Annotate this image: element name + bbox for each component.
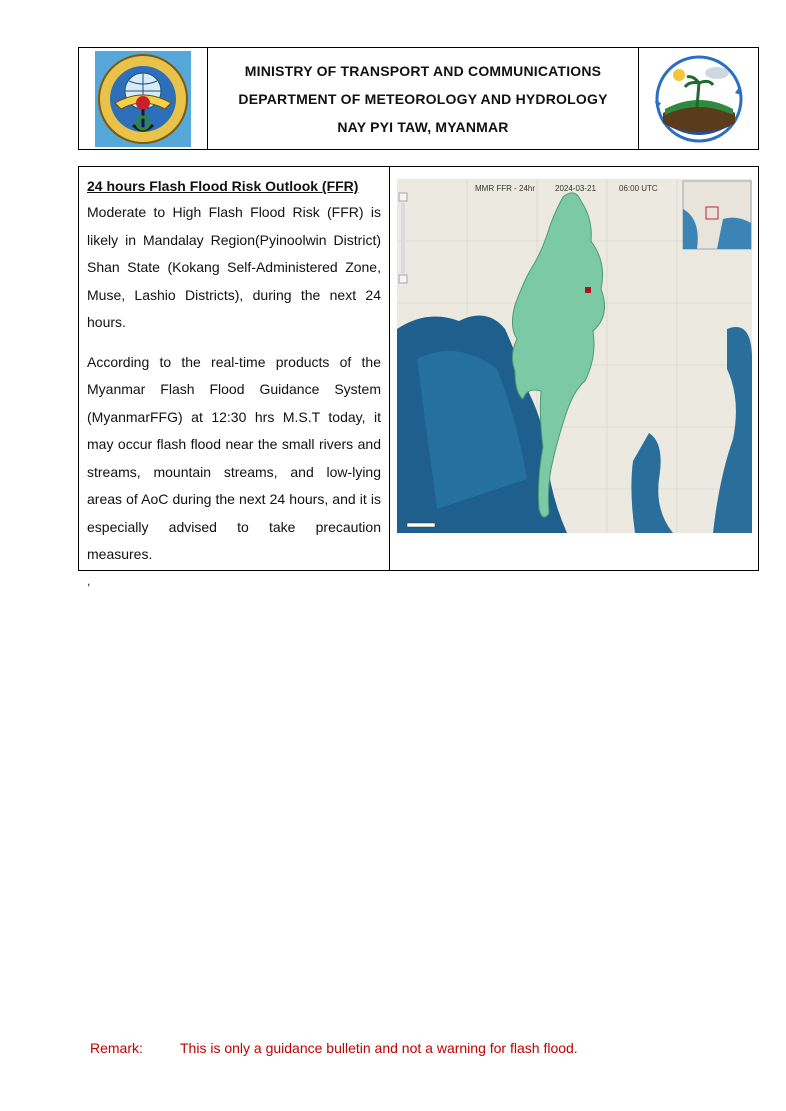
scale-bar	[407, 523, 435, 527]
department-name: DEPARTMENT OF METEOROLOGY AND HYDROLOGY	[238, 90, 608, 107]
stray-mark: ,	[87, 574, 91, 588]
ministry-emblem-icon	[95, 51, 191, 147]
ministry-name: MINISTRY OF TRANSPORT AND COMMUNICATIONS	[244, 62, 602, 79]
location-name: NAY PYI TAW, MYANMAR	[337, 118, 509, 135]
risk-summary-paragraph: Moderate to High Flash Flood Risk (FFR) is likely in Mandalay Region(Pyinoolwin District) Shan State (Kokang Self-Administered Zone, Muse, Lashio Districts), during the next 24 hours.	[87, 204, 381, 330]
letterhead-title	[208, 48, 638, 149]
risk-marker	[585, 287, 591, 293]
section-title: 24 hours Flash Flood Risk Outlook (FFR)	[87, 178, 359, 194]
bulletin-text-cell	[79, 167, 390, 570]
letterhead	[78, 47, 759, 150]
map-date-label: 2024-03-21	[555, 184, 596, 193]
remark-footer	[90, 1040, 578, 1056]
ministry-logo-cell	[79, 48, 208, 149]
ffr-map	[397, 179, 752, 533]
overview-minimap	[683, 181, 751, 249]
department-logo-cell	[638, 48, 758, 149]
map-cell	[390, 167, 758, 570]
hydrology-emblem-icon	[651, 53, 747, 145]
remark-text: This is only a guidance bulletin and not a warning for flash flood.	[180, 1040, 578, 1056]
remark-label: Remark:	[90, 1040, 143, 1056]
map-time-label: 06:00 UTC	[619, 184, 658, 193]
map-product-label: MMR FFR - 24hr	[475, 184, 535, 193]
bulletin-table	[78, 166, 759, 571]
advisory-paragraph: According to the real-time products of the Myanmar Flash Flood Guidance System (MyanmarFFG) at 12:30 hrs M.S.T today, it may occur flash flood near the small rivers and streams, mountain streams, and low-lying areas of AoC during the next 24 hours, and it is especially advised to take precaution measures.	[87, 353, 381, 562]
